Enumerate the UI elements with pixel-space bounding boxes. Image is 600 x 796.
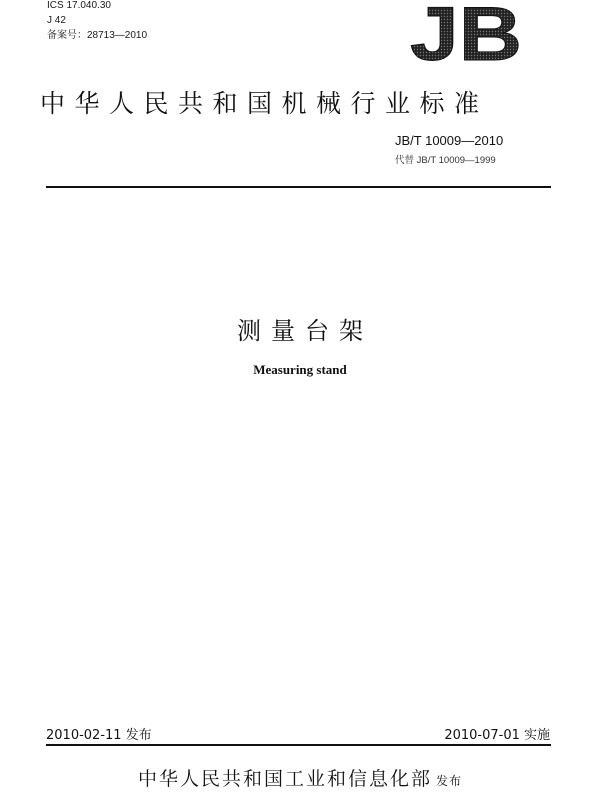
classification-code: J 42: [47, 15, 66, 26]
header-divider: [46, 186, 551, 188]
publish-date: 2010-02-11 发布: [46, 728, 152, 743]
document-title-zh: 测量台架: [237, 317, 373, 345]
document-title-en: Measuring stand: [253, 362, 347, 377]
implement-date: 2010-07-01 实施: [444, 728, 550, 743]
issuer-name: 中华人民共和国工业和信息化部: [137, 768, 432, 790]
issuer-line: [0, 764, 600, 791]
replaces-note: 代替 JB/T 10009—1999: [395, 155, 496, 166]
standard-code: JB/T 10009—2010: [395, 133, 504, 148]
filing-number: 备案号：28713—2010: [47, 30, 148, 41]
jb-logo: [407, 0, 525, 66]
footer-divider: [46, 744, 551, 746]
ics-code: ICS 17.040.30: [47, 0, 111, 11]
standard-title: 中华人民共和国机械行业标准: [40, 89, 489, 118]
issuer-suffix: 发布: [436, 774, 463, 788]
jb-logo-text: JB: [410, 0, 522, 66]
